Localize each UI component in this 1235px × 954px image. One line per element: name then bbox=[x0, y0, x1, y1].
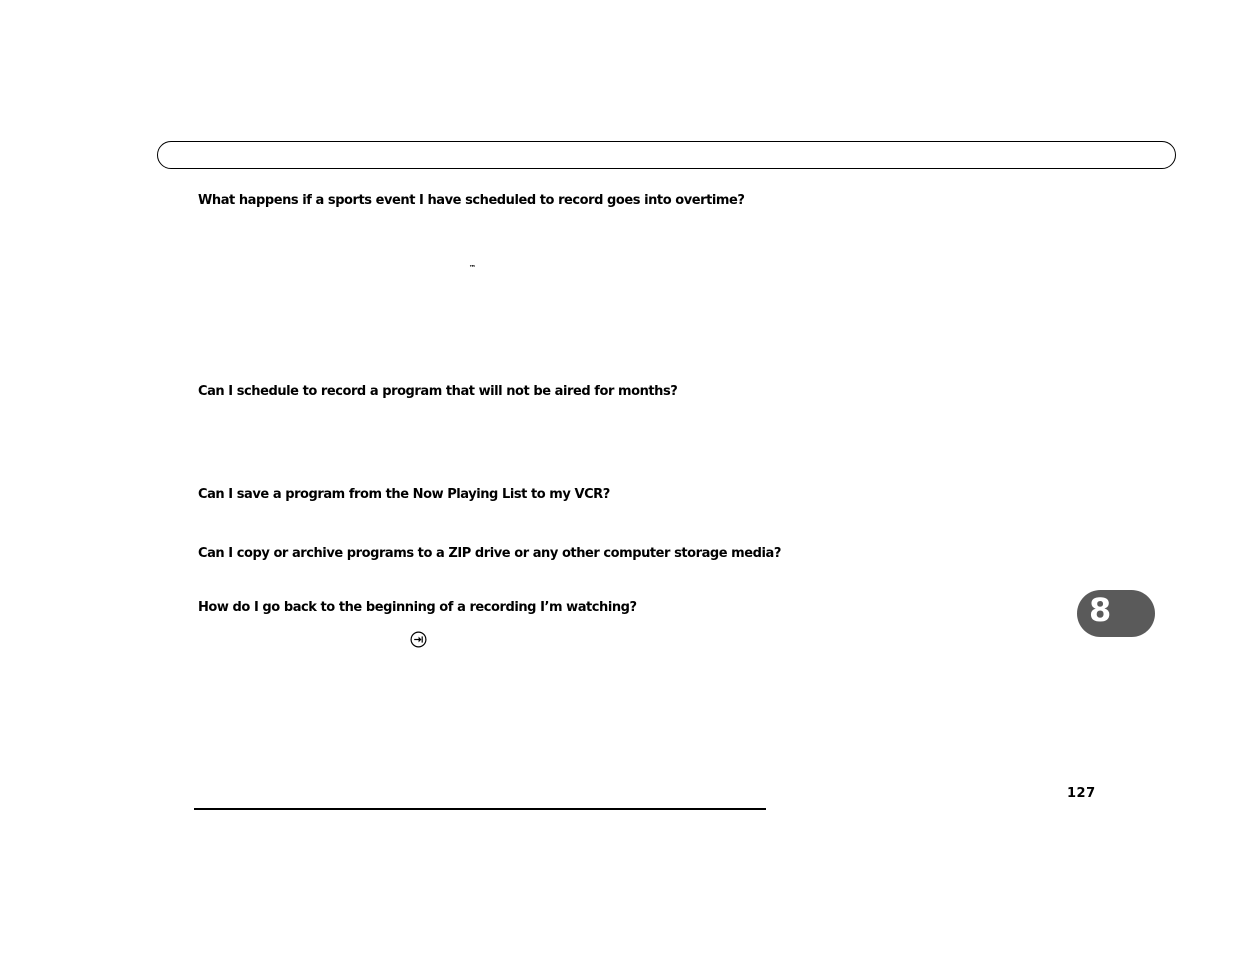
faq-question-go-to-beginning: How do I go back to the beginning of a recording I’m watching? bbox=[198, 600, 637, 615]
faq-question-archive-programs: Can I copy or archive programs to a ZIP drive or any other computer storage media? bbox=[198, 546, 781, 561]
footer-rule bbox=[194, 808, 766, 810]
chapter-number: 8 bbox=[1089, 591, 1112, 629]
trademark-symbol: ™ bbox=[469, 264, 476, 272]
faq-question-save-to-vcr: Can I save a program from the Now Playing List to my VCR? bbox=[198, 487, 610, 502]
page-number: 127 bbox=[1067, 786, 1096, 801]
advance-button-icon bbox=[410, 631, 427, 648]
faq-question-schedule-months: Can I schedule to record a program that will not be aired for months? bbox=[198, 384, 678, 399]
chapter-tab bbox=[1077, 590, 1155, 637]
header-bar bbox=[157, 141, 1176, 169]
faq-question-overtime: What happens if a sports event I have scheduled to record goes into overtime? bbox=[198, 193, 745, 208]
